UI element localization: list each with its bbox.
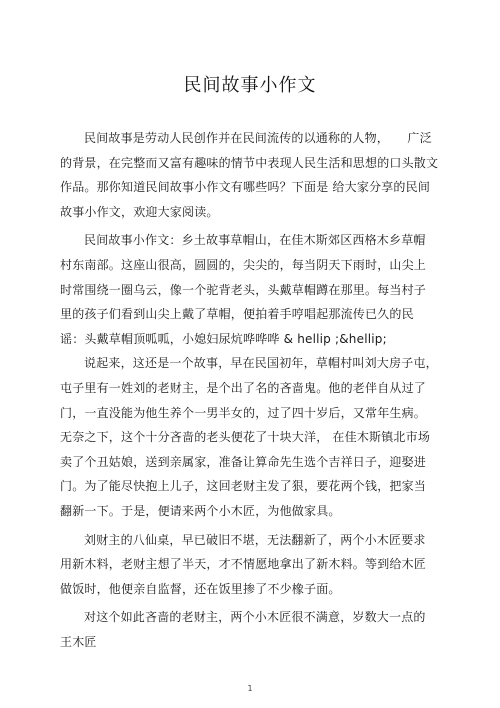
page-number: 1 <box>247 684 253 693</box>
document-title: 民间故事小作文 <box>183 75 317 96</box>
paragraph-carpenters: 对这个如此吝啬的老财主，两个小木匠很不满意，岁数大一点的 王木匠 <box>60 610 426 649</box>
paragraph-story-origin: 说起来，这还是一个故事，早在民国初年，草帽村叫刘大房子屯， 屯子里有一姓刘的老财主，是个出了名的吝啬鬼。他的老伴自从过了 门，一直没能为他生养个一男半女的，过了四十岁后，又常年生病。 无奈之下，这个十分吝啬的老头便花了十块大洋， 在佳木斯镇北市场 卖了个丑姑娘，送到亲属家，准备让算命先生选个吉祥日子，迎娶进 门。为了能尽快抱上儿子，这回老财主发了狠，要花两个钱，把家当 翻新一下。于是，便请来两个小木匠，为他做家具。 <box>60 356 438 518</box>
document-body <box>60 126 440 658</box>
paragraph-intro: 民间故事是劳动人民创作并在民间流传的以通称的人物， 广泛的背景，在完整而又富有趣味的情节中表现人民生活和思想的口头散文 作品。那你知道民间故事小作文有哪些吗？下面是 给大家分享的民间 故事小作文，欢迎大家阅读。 <box>60 131 439 219</box>
paragraph-caomaoshan: 民间故事小作文：乡土故事草帽山，在佳木斯郊区西格木乡草帽 村东南部。这座山很高，圆圆的，尖尖的，每当阴天下雨时，山尖上 时常围绕一圈乌云，像一个驼背老头，头戴草帽蹲在那里。每当村子 里的孩子们看到山尖上戴了草帽，便拍着手哼唱起那流传已久的民 谣：头戴草帽顶呱呱，小媳妇尿炕哗哗哗 & hellip ;&hellip; <box>60 233 427 346</box>
paragraph-table: 刘财主的八仙桌，早已破旧不堪，无法翻新了，两个小木匠要求 用新木料，老财主想了半天，才不情愿地拿出了新木料。等到给木匠 做饭时，他便亲自监督，还在饭里掺了不少橡子面。 <box>60 532 427 596</box>
